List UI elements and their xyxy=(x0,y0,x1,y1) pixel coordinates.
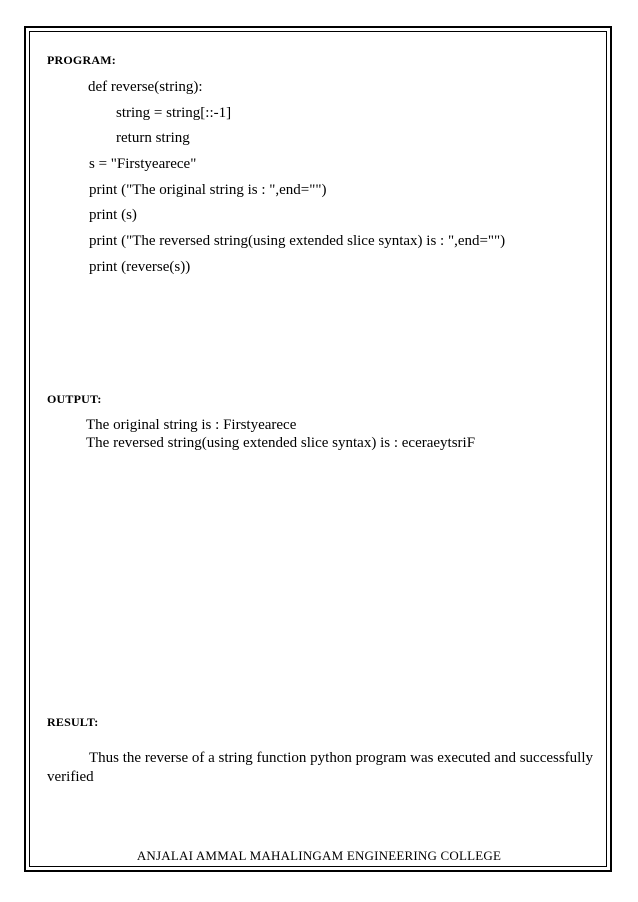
code-line: print ("The original string is : ",end="") xyxy=(89,182,327,198)
result-heading: RESULT: xyxy=(47,715,99,729)
code-line: print (s) xyxy=(89,207,137,223)
code-line: def reverse(string): xyxy=(88,79,203,95)
code-line: print ("The reversed string(using extended slice syntax) is : ",end="") xyxy=(89,233,506,249)
code-line: return string xyxy=(116,130,190,146)
code-line: print (reverse(s)) xyxy=(89,259,191,275)
output-heading: OUTPUT: xyxy=(47,392,102,406)
output-line: The original string is : Firstyearece xyxy=(86,417,297,433)
code-line: s = "Firstyearece" xyxy=(89,156,197,172)
output-line: The reversed string(using extended slice syntax) is : eceraeytsriF xyxy=(86,435,476,451)
program-heading: PROGRAM: xyxy=(47,53,116,67)
code-line: string = string[::-1] xyxy=(116,105,232,121)
result-text: Thus the reverse of a string function python program was executed and successfully verified xyxy=(47,750,594,785)
college-footer: ANJALAI AMMAL MAHALINGAM ENGINEERING COLLEGE xyxy=(136,848,502,863)
